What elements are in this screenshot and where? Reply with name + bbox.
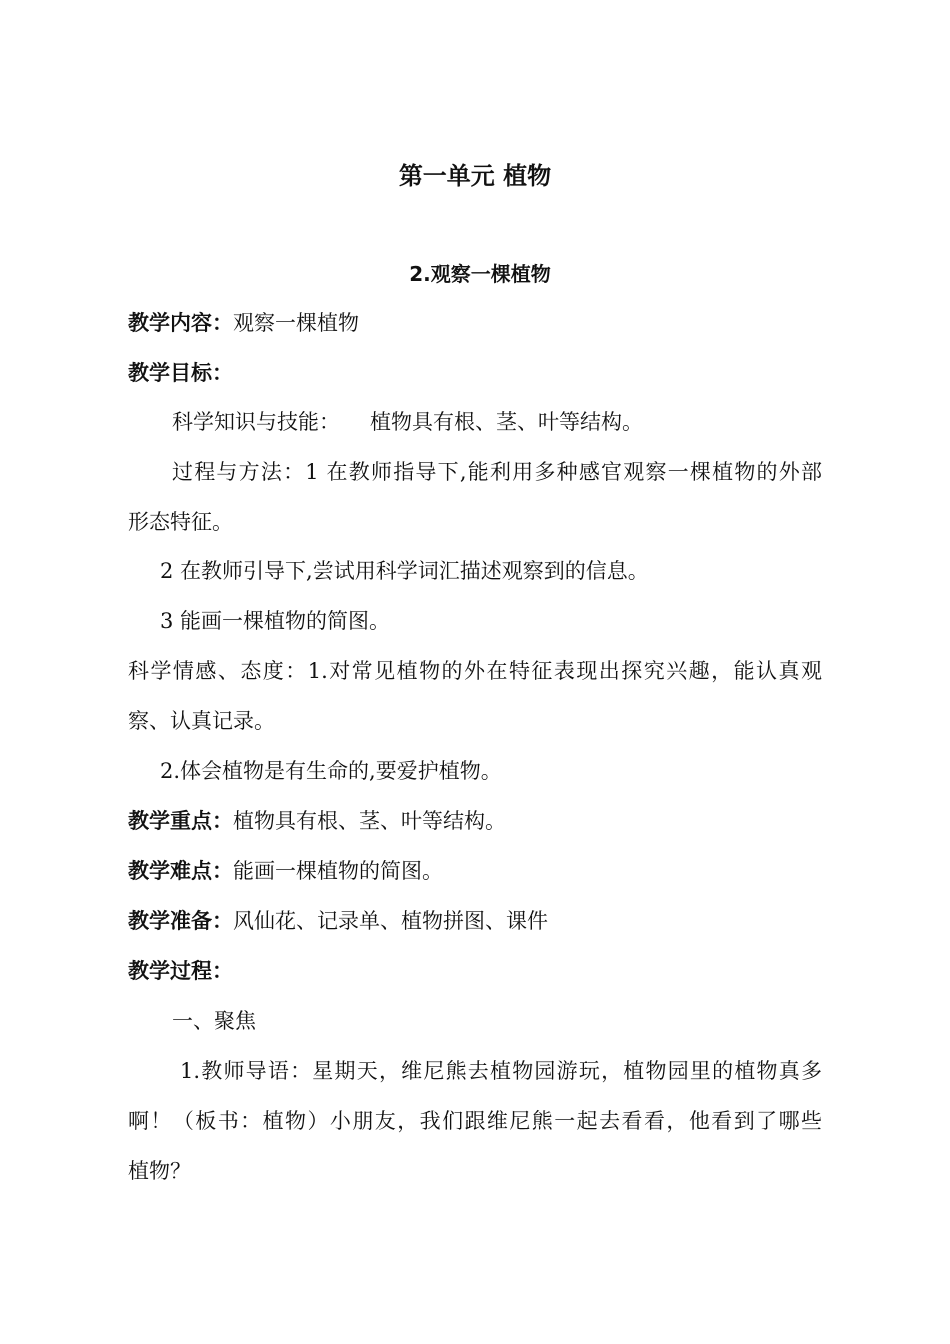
attitude-line-1: 科学情感、态度：1.对常见植物的外在特征表现出探究兴趣，能认真观 xyxy=(128,659,822,683)
teaching-content-label: 教学内容： xyxy=(128,311,233,335)
preparation xyxy=(128,905,548,935)
difficulty-text: 能画一棵植物的简图。 xyxy=(233,859,443,883)
process-line-1: 过程与方法：1 在教师指导下,能利用多种感官观察一棵植物的外部 xyxy=(172,460,822,484)
teaching-goals-label: 教学目标： xyxy=(128,361,233,385)
lesson-title: 2.观察一棵植物 xyxy=(409,262,551,286)
intro-line-2: 啊！（板书：植物）小朋友，我们跟维尼熊一起去看看，他看到了哪些 xyxy=(128,1109,822,1133)
preparation-label: 教学准备： xyxy=(128,909,233,933)
procedure-label: 教学过程： xyxy=(128,959,233,983)
process-line-2: 形态特征。 xyxy=(128,510,233,534)
knowledge-label: 科学知识与技能： xyxy=(172,410,340,434)
section-heading-focus: 一、聚焦 xyxy=(172,1009,256,1033)
attitude-item-2: 2.体会植物是有生命的,要爱护植物。 xyxy=(160,759,502,783)
key-point-label: 教学重点： xyxy=(128,809,233,833)
key-point xyxy=(128,805,506,835)
attitude-line-2: 察、认真记录。 xyxy=(128,709,275,733)
process-item-2: 2 在教师引导下,尝试用科学词汇描述观察到的信息。 xyxy=(160,559,649,583)
difficulty-label: 教学难点： xyxy=(128,859,233,883)
knowledge-text: 植物具有根、茎、叶等结构。 xyxy=(370,410,643,434)
process-item-3: 3 能画一棵植物的简图。 xyxy=(160,609,391,633)
knowledge-goal xyxy=(172,406,643,436)
teaching-content-text: 观察一棵植物 xyxy=(233,311,359,335)
unit-title: 第一单元 植物 xyxy=(398,162,552,190)
teaching-content xyxy=(128,307,359,337)
key-point-text: 植物具有根、茎、叶等结构。 xyxy=(233,809,506,833)
preparation-text: 风仙花、记录单、植物拼图、课件 xyxy=(233,909,548,933)
intro-line-1: 1.教师导语：星期天，维尼熊去植物园游玩，植物园里的植物真多 xyxy=(180,1059,822,1083)
intro-line-3: 植物？ xyxy=(128,1159,191,1183)
difficulty xyxy=(128,855,443,885)
